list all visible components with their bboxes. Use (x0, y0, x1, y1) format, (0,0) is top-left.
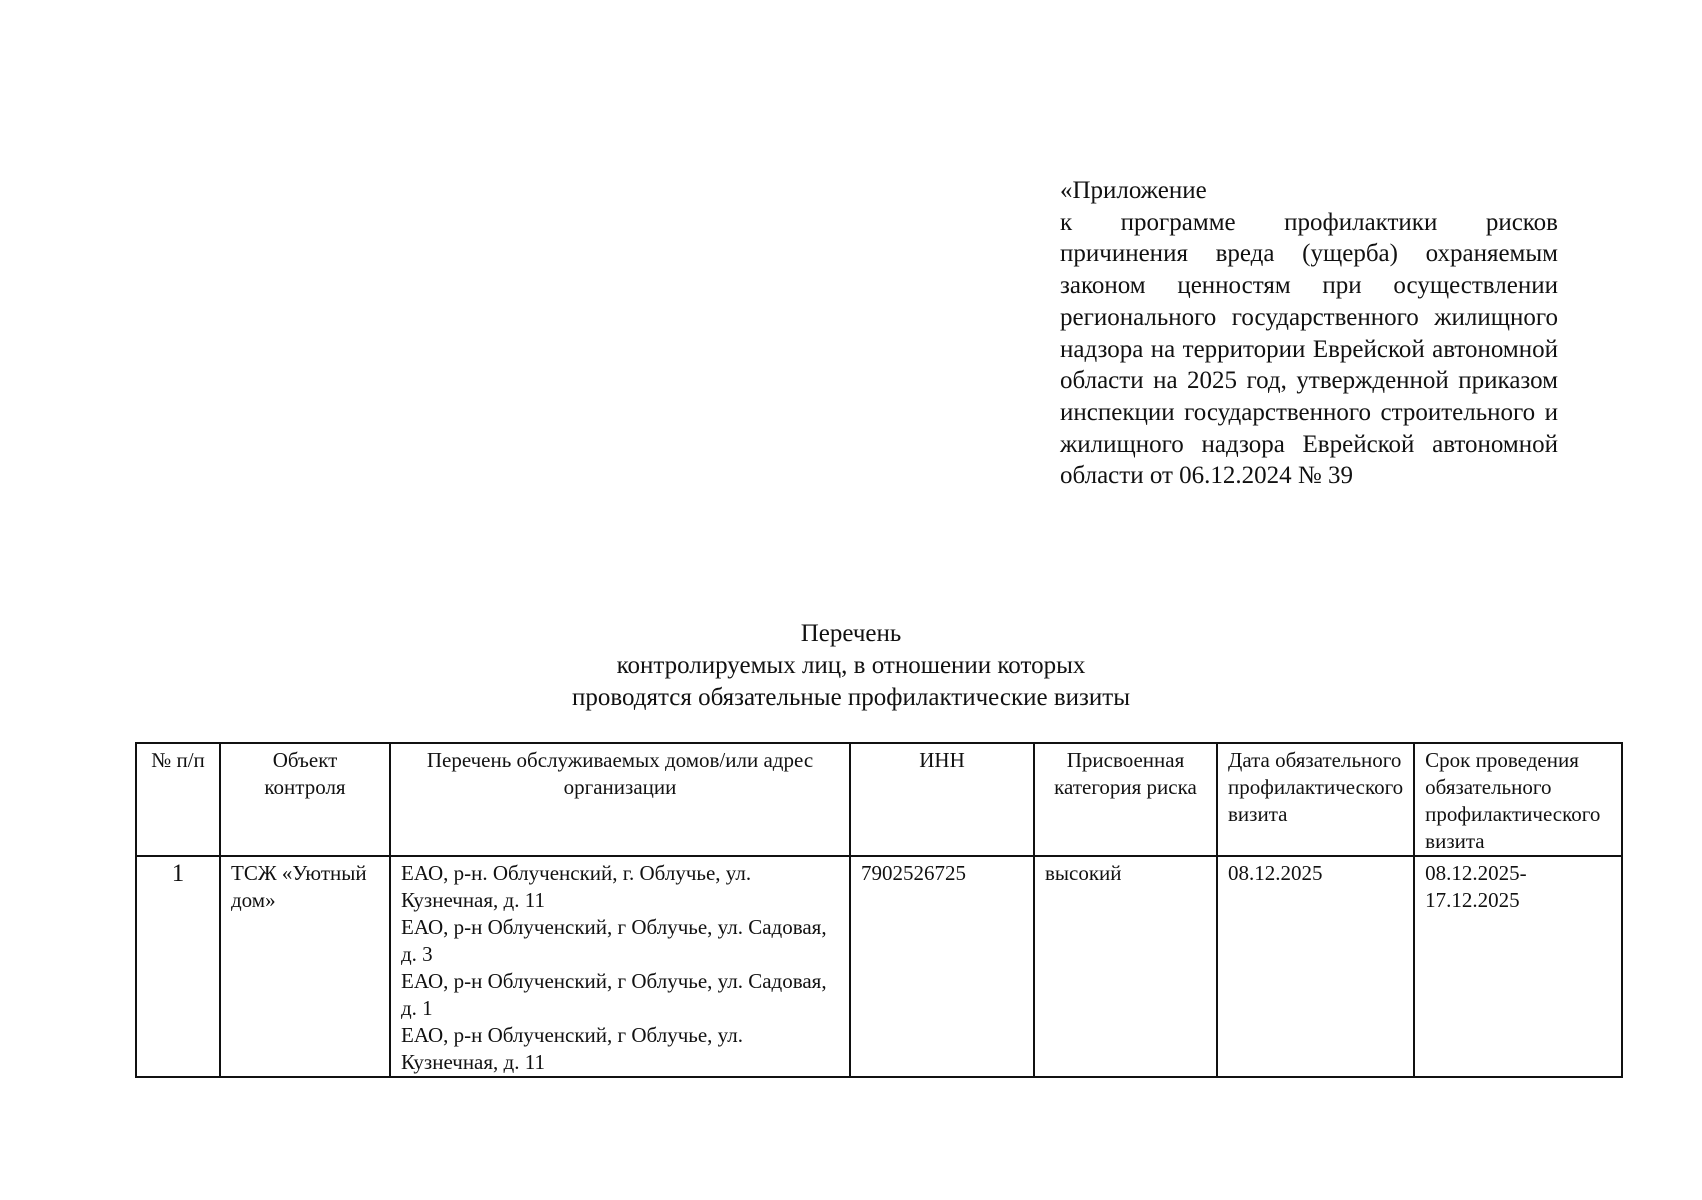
row-inn: 7902526725 (850, 856, 1034, 1077)
table-header-row (136, 743, 1622, 856)
title-line-3: проводятся обязательные профилактические визиты (572, 684, 1130, 711)
header-inn: ИНН (850, 743, 1034, 856)
document-title (0, 618, 1702, 714)
row-date: 08.12.2025 (1217, 856, 1414, 1077)
row-num: 1 (136, 856, 220, 1077)
row-period: 08.12.2025-17.12.2025 (1414, 856, 1622, 1077)
appendix-text: к программе профилактики рисков причинения вреда (ущерба) охраняемым законом ценностям при осуществлении регионального государственного жилищного надзора на территории Еврейской автономной области на 2025 год, утвержденной приказом инспекции государственного строительного и жилищного надзора Еврейской автономной области от 06.12.2024 № 39 (1060, 208, 1558, 490)
row-risk: высокий (1034, 856, 1217, 1077)
address-line: ЕАО, р-н Облученский, г Облучье, ул. Садовая, д. 1 (401, 969, 827, 1020)
address-line: ЕАО, р-н Облученский, г Облучье, ул. Кузнечная, д. 11 (401, 1023, 743, 1074)
header-risk: Присвоенная категория риска (1034, 743, 1217, 856)
header-object: Объект контроля (220, 743, 390, 856)
header-houses: Перечень обслуживаемых домов/или адрес организации (390, 743, 850, 856)
row-object: ТСЖ «Уютный дом» (220, 856, 390, 1077)
header-num: № п/п (136, 743, 220, 856)
appendix-block (1060, 175, 1558, 492)
address-line: ЕАО, р-н Облученский, г Облучье, ул. Садовая, д. 3 (401, 915, 827, 966)
address-line: ЕАО, р-н. Облученский, г. Облучье, ул. Кузнечная, д. 11 (401, 861, 752, 912)
title-line-1: Перечень (800, 620, 902, 647)
title-line-2: контролируемых лиц, в отношении которых (616, 652, 1086, 679)
appendix-title: «Приложение (1060, 177, 1207, 204)
controlled-persons-table (135, 742, 1623, 1078)
header-date: Дата обязательного профилактического визита (1217, 743, 1414, 856)
row-addresses (390, 856, 850, 1077)
header-period: Срок проведения обязательного профилактического визита (1414, 743, 1622, 856)
table-row (136, 856, 1622, 1077)
